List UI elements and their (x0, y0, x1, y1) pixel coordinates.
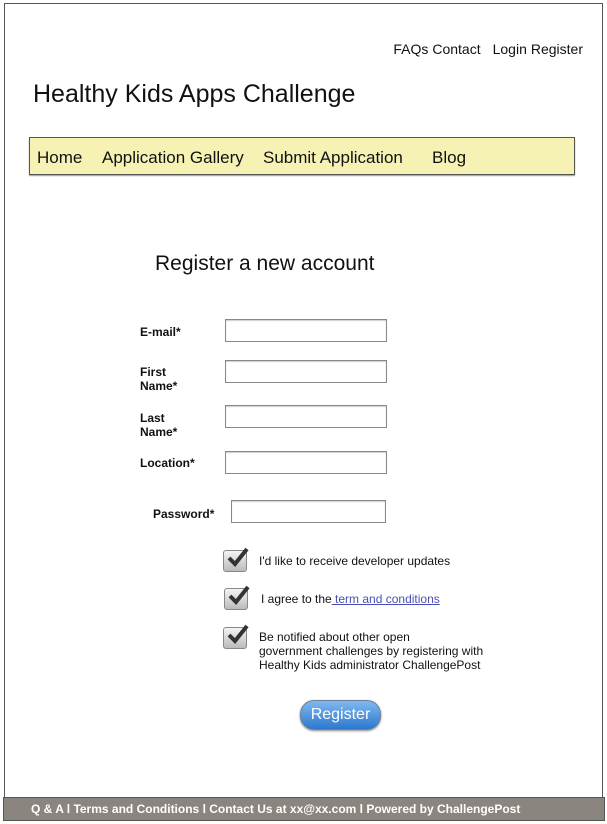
faqs-link[interactable]: FAQs (393, 41, 429, 57)
notify-line1: Be notified about other open (259, 630, 410, 644)
register-link[interactable]: Register (530, 41, 583, 57)
last-name-label (140, 411, 177, 439)
email-input[interactable] (225, 319, 387, 342)
checkmark-icon (226, 545, 250, 569)
nav-submit-application[interactable]: Submit Application (263, 148, 403, 167)
register-button[interactable]: Register (300, 700, 381, 730)
nav-application-gallery[interactable]: Application Gallery (102, 148, 244, 167)
login-link[interactable]: Login (492, 41, 527, 57)
first-name-input[interactable] (225, 360, 387, 383)
location-label: Location* (140, 456, 195, 470)
last-name-input[interactable] (225, 405, 387, 428)
nav-home[interactable]: Home (37, 148, 83, 167)
agree-label (261, 592, 440, 606)
password-label: Password* (153, 507, 215, 521)
footer-text: Q & A l Terms and Conditions l Contact Us at xx@xx.com l Powered by ChallengePost (31, 802, 521, 816)
first-name-label (140, 365, 177, 393)
footer (3, 797, 605, 821)
terms-link[interactable]: term and conditions (331, 592, 440, 606)
top-links (381, 41, 583, 57)
agree-checkbox[interactable] (224, 588, 248, 610)
checkmark-icon (226, 622, 250, 646)
notify-line2: government challenges by registering with (259, 644, 484, 658)
password-input[interactable] (231, 500, 386, 523)
page-frame (4, 3, 603, 804)
nav-bar (29, 137, 575, 175)
checkmark-icon (227, 583, 251, 607)
site-title: Healthy Kids Apps Challenge (33, 80, 356, 108)
nav-blog[interactable]: Blog (432, 148, 467, 167)
notify-checkbox[interactable] (223, 627, 247, 649)
form-heading: Register a new account (155, 252, 375, 275)
contact-link[interactable]: Contact (432, 41, 481, 57)
first-name-label-line1: First (140, 365, 167, 379)
agree-prefix: I agree to the (261, 592, 332, 606)
updates-label: I'd like to receive developer updates (259, 554, 451, 568)
notify-line3: Healthy Kids administrator ChallengePost (259, 658, 481, 672)
last-name-label-line1: Last (140, 411, 165, 425)
first-name-label-line2: Name* (140, 379, 178, 393)
notify-label (259, 630, 483, 672)
email-label: E-mail* (140, 325, 181, 339)
updates-checkbox[interactable] (223, 550, 247, 572)
last-name-label-line2: Name* (140, 425, 178, 439)
location-input[interactable] (225, 451, 387, 474)
